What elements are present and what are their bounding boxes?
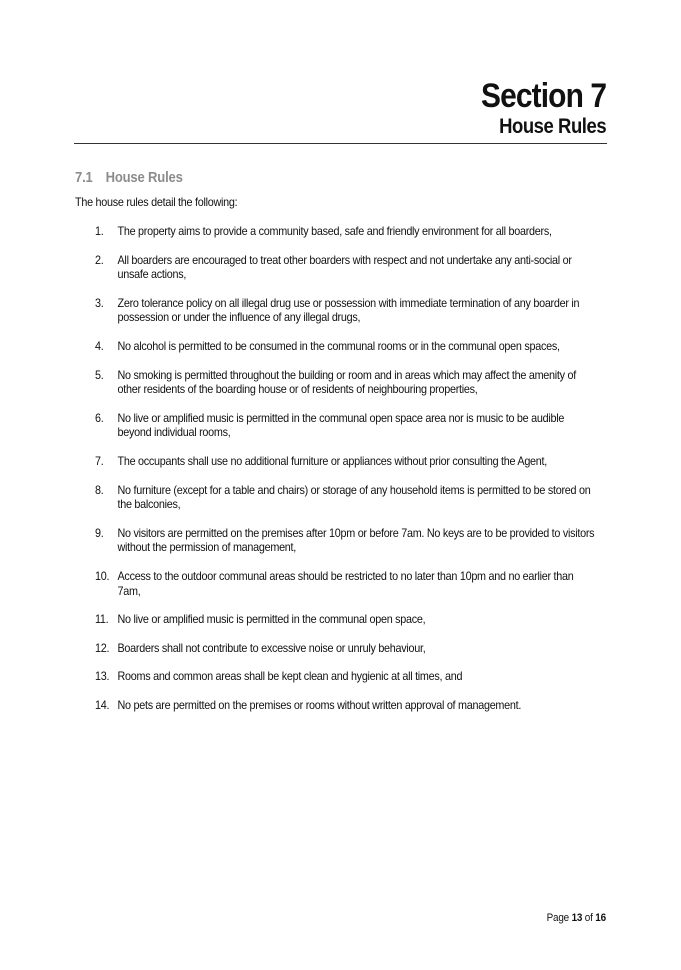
list-item-number: 5. <box>95 367 104 382</box>
list-item <box>95 454 599 469</box>
page-total: 16 <box>595 912 606 924</box>
list-item-text: No visitors are permitted on the premises after 10pm or before 7am. No keys are to be provided to visitors without the permission of management, <box>117 525 595 555</box>
list-item <box>95 612 599 627</box>
list-item <box>95 411 599 440</box>
list-item-number: 8. <box>95 482 104 497</box>
subsection-heading <box>75 170 183 186</box>
list-item <box>95 483 599 512</box>
list-item-number: 14. <box>95 697 110 712</box>
list-item-number: 10. <box>95 568 110 583</box>
list-item <box>95 698 599 713</box>
house-rules-list <box>95 224 595 726</box>
list-item <box>95 224 599 239</box>
list-item-text: No furniture (except for a table and chairs) or storage of any household items is permitted to be stored on the balconies, <box>117 482 591 512</box>
list-item-text: Zero tolerance policy on all illegal drug use or possession with immediate termination of any boarder in possession or under the influence of any illegal drugs, <box>117 295 580 325</box>
list-item-text: The occupants shall use no additional furniture or appliances without prior consulting the Agent, <box>117 453 547 468</box>
page-current: 13 <box>571 912 583 924</box>
list-item-text: No alcohol is permitted to be consumed in the communal rooms or in the communal open spaces, <box>117 338 560 353</box>
list-item <box>95 569 599 598</box>
list-item-number: 7. <box>95 453 104 468</box>
list-item-text: No pets are permitted on the premises or rooms without written approval of management. <box>117 697 522 712</box>
subsection-number: 7.1 <box>75 170 93 186</box>
list-item-text: No smoking is permitted throughout the building or room and in areas which may affect the amenity of other residents of the boarding house or of residents of neighbouring properties, <box>117 367 576 397</box>
list-item-number: 6. <box>95 410 104 425</box>
page-of: of <box>584 912 593 924</box>
page-footer <box>547 912 606 924</box>
list-item-text: Rooms and common areas shall be kept clean and hygienic at all times, and <box>117 669 463 684</box>
list-item-number: 4. <box>95 338 104 353</box>
list-item-text: No live or amplified music is permitted in the communal open space area nor is music to be audible beyond individual rooms, <box>117 410 565 440</box>
list-item <box>95 253 599 282</box>
section-header <box>464 78 606 140</box>
list-item-number: 12. <box>95 640 110 655</box>
intro-text: The house rules detail the following: <box>75 195 238 209</box>
list-item <box>95 526 599 555</box>
list-item-number: 13. <box>95 669 110 684</box>
list-item-text: All boarders are encouraged to treat other boarders with respect and not undertake any anti-social or unsafe actions, <box>117 252 572 282</box>
list-item-text: No live or amplified music is permitted in the communal open space, <box>117 612 426 627</box>
list-item-number: 2. <box>95 252 104 267</box>
list-item <box>95 641 599 656</box>
list-item-text: Boarders shall not contribute to excessive noise or unruly behaviour, <box>117 640 426 655</box>
list-item-text: Access to the outdoor communal areas should be restricted to no later than 10pm and no earlier than 7am, <box>117 568 574 598</box>
list-item-number: 11. <box>95 612 109 627</box>
list-item <box>95 368 599 397</box>
list-item <box>95 669 599 684</box>
list-item <box>95 296 599 325</box>
header-divider <box>74 143 607 144</box>
list-item-number: 1. <box>95 224 104 238</box>
section-subtitle: House Rules <box>498 115 606 138</box>
subsection-title: House Rules <box>105 170 183 186</box>
list-item-number: 9. <box>95 525 104 540</box>
section-title: Section 7 <box>480 77 606 115</box>
list-item-number: 3. <box>95 295 104 310</box>
list-item <box>95 339 599 354</box>
list-item-text: The property aims to provide a community based, safe and friendly environment for all boarders, <box>117 224 552 238</box>
page-label: Page <box>546 912 570 924</box>
